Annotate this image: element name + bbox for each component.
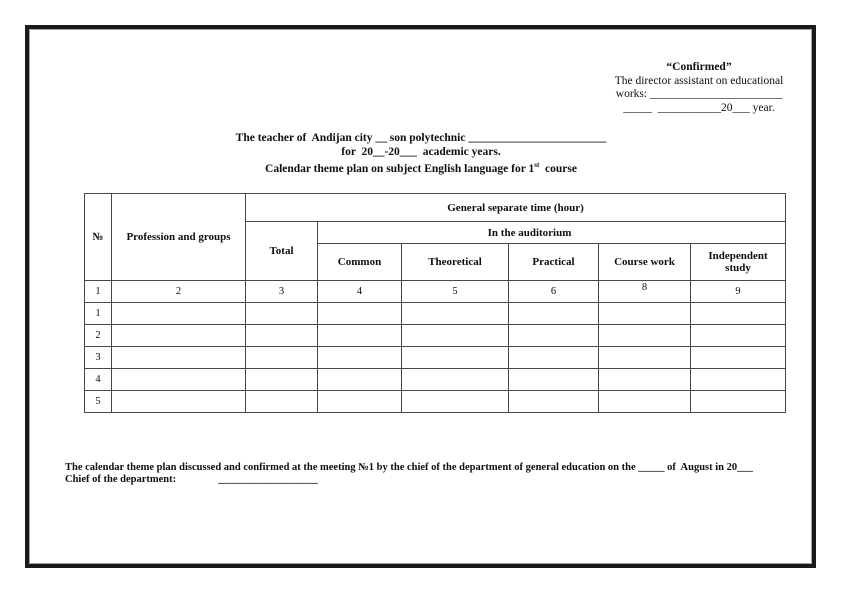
footer-chief-line [65, 474, 753, 486]
empty-cell [318, 347, 402, 369]
table-row [85, 303, 786, 325]
empty-cell [318, 369, 402, 391]
footer-block [65, 462, 753, 486]
column-number: 2 [112, 281, 246, 303]
col-header-practical: Practical [509, 244, 599, 281]
col-header-independent-study: Independent study [691, 244, 786, 281]
plan-title-course: course [539, 163, 577, 176]
column-number-row [85, 281, 786, 303]
empty-cell [402, 347, 509, 369]
row-number-cell: 1 [85, 303, 112, 325]
empty-cell [599, 325, 691, 347]
column-number: 1 [85, 281, 112, 303]
empty-cell [246, 347, 318, 369]
column-number: 9 [691, 281, 786, 303]
chief-label: Chief of the department: [65, 473, 177, 485]
col-header-course-work: Course work [599, 244, 691, 281]
empty-cell [402, 303, 509, 325]
empty-cell [318, 325, 402, 347]
column-number: 4 [318, 281, 402, 303]
confirmed-line-works: works: _______________________ [615, 88, 783, 101]
empty-cell [691, 303, 786, 325]
row-number-cell: 3 [85, 347, 112, 369]
col-header-number: № [85, 194, 112, 281]
empty-cell [509, 347, 599, 369]
empty-cell [246, 369, 318, 391]
empty-cell [112, 325, 246, 347]
col-header-profession: Profession and groups [112, 194, 246, 281]
plan-title-text: Calendar theme plan on subject English language for 1 [265, 163, 535, 176]
empty-cell [509, 391, 599, 413]
empty-cell [246, 325, 318, 347]
title-block [0, 132, 842, 177]
row-number-cell: 5 [85, 391, 112, 413]
empty-cell [509, 325, 599, 347]
empty-cell [112, 369, 246, 391]
table-row [85, 325, 786, 347]
footer-confirmation-line: The calendar theme plan discussed and confirmed at the meeting №1 by the chief of the department of general education on the _____ of August in 20___ [65, 462, 753, 473]
empty-cell [691, 347, 786, 369]
ordinal-superscript: st [534, 161, 540, 170]
empty-cell [112, 391, 246, 413]
chief-signature-line: ___________________ [218, 473, 318, 485]
empty-cell [112, 303, 246, 325]
column-number: 6 [509, 281, 599, 303]
title-line-teacher: The teacher of Andijan city __ son polytechnic ________________________ [235, 132, 607, 144]
empty-cell [599, 347, 691, 369]
empty-cell [599, 391, 691, 413]
confirmed-title: “Confirmed” [666, 61, 732, 73]
title-line-plan [0, 159, 842, 176]
col-header-general-time: General separate time (hour) [246, 194, 786, 222]
confirmed-line-director: The director assistant on educational [614, 74, 784, 87]
table-row [85, 391, 786, 413]
title-line-years: for 20__-20___ academic years. [341, 145, 501, 158]
empty-cell [402, 369, 509, 391]
col-header-common: Common [318, 244, 402, 281]
empty-cell [318, 391, 402, 413]
empty-cell [402, 325, 509, 347]
table-row [85, 347, 786, 369]
column-number: 8 [599, 281, 691, 303]
empty-cell [509, 369, 599, 391]
empty-cell [402, 391, 509, 413]
empty-cell [599, 303, 691, 325]
calendar-plan-table [84, 193, 786, 413]
empty-cell [112, 347, 246, 369]
row-number-cell: 2 [85, 325, 112, 347]
col-header-total: Total [246, 222, 318, 281]
column-number: 5 [402, 281, 509, 303]
column-number: 3 [246, 281, 318, 303]
empty-cell [691, 369, 786, 391]
confirmed-line-year: _____ ___________20___ year. [623, 101, 775, 114]
col-header-auditorium: In the auditorium [318, 222, 786, 244]
empty-cell [509, 303, 599, 325]
row-number-cell: 4 [85, 369, 112, 391]
confirmed-block [590, 61, 808, 115]
empty-cell [691, 391, 786, 413]
empty-cell [246, 303, 318, 325]
col-header-theoretical: Theoretical [402, 244, 509, 281]
table-row [85, 369, 786, 391]
empty-cell [318, 303, 402, 325]
empty-cell [691, 325, 786, 347]
empty-cell [599, 369, 691, 391]
empty-cell [246, 391, 318, 413]
